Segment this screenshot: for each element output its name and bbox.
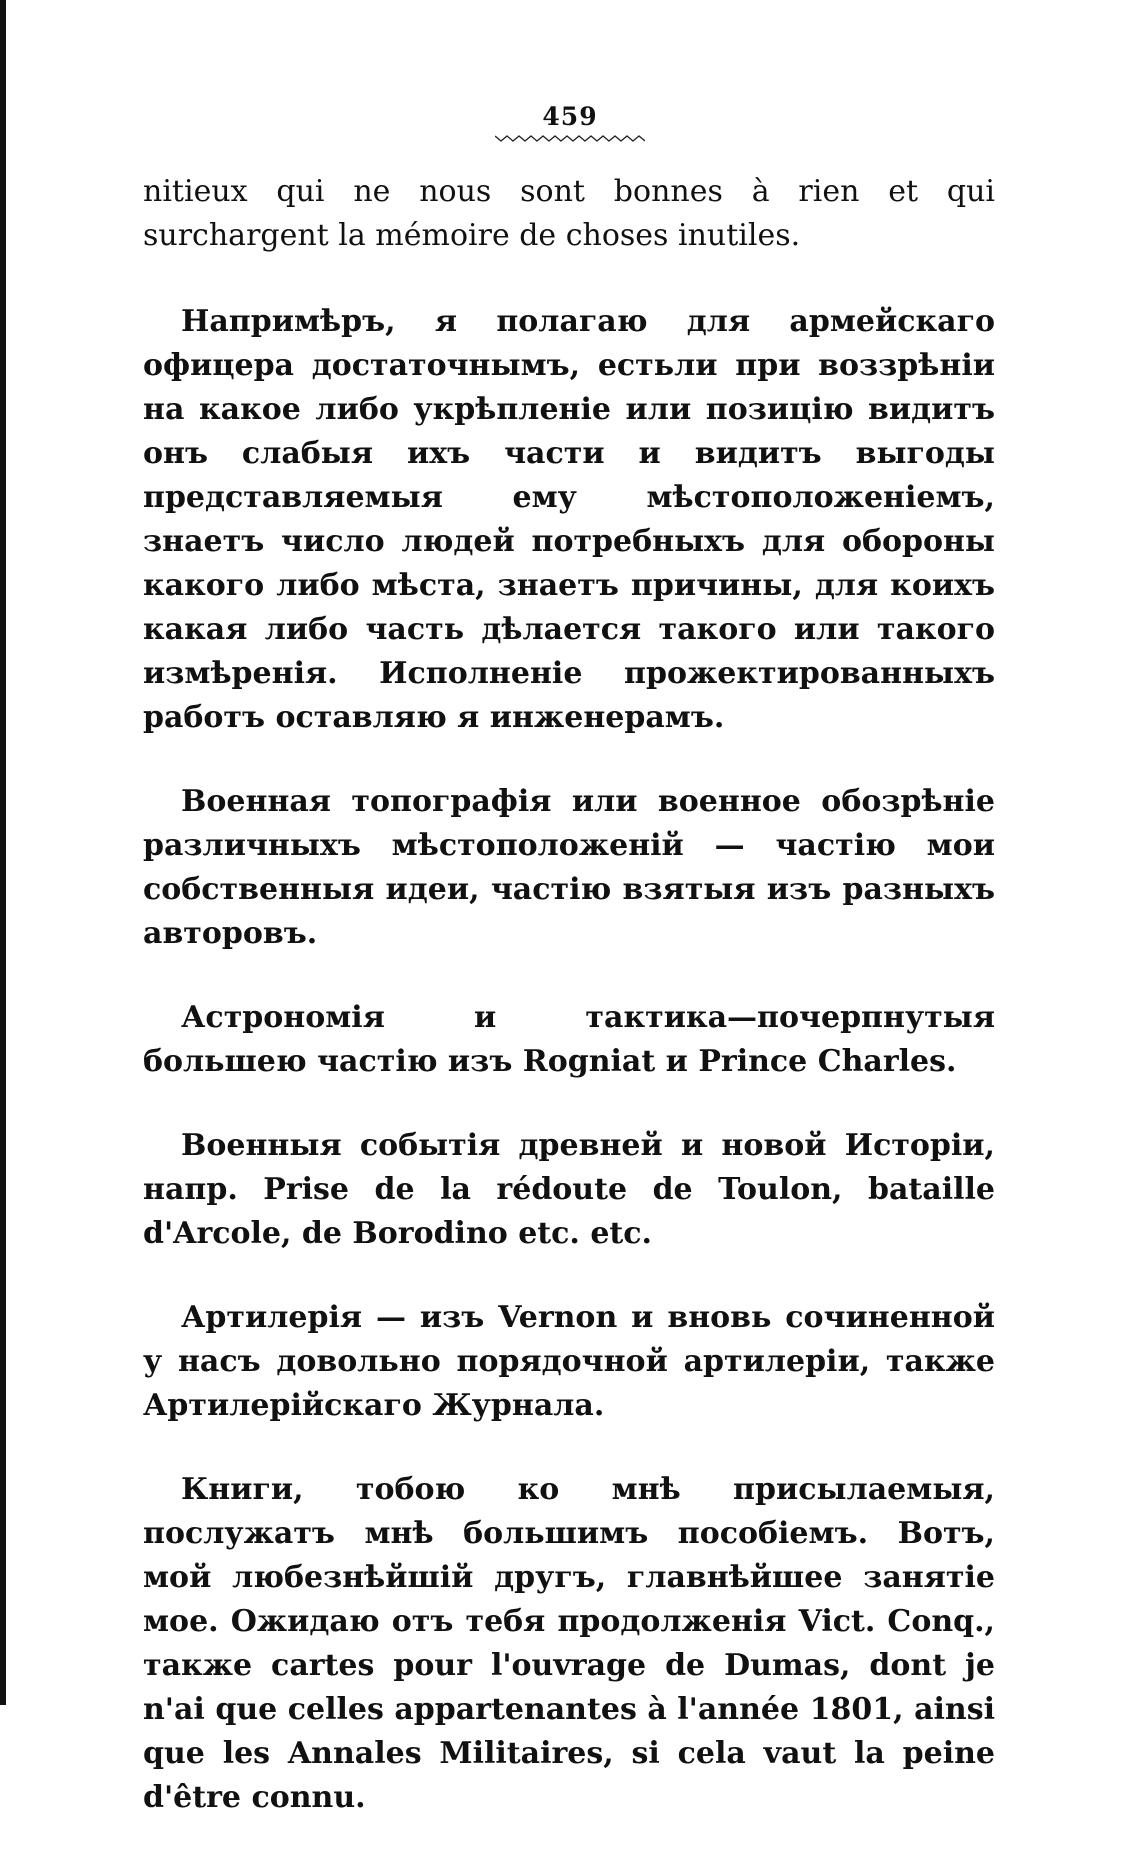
page-number-ornament — [495, 133, 645, 143]
paragraph-officer-knowledge: Напримѣръ, я полагаю для армейскаго офицера достаточнымъ, естьли при воззрѣніи на какое либо укрѣпленіе или позицію видитъ онъ слабыя ихъ части и видитъ выгоды представляемыя ему мѣстоположеніемъ, знаетъ число людей потребныхъ для обороны какого либо мѣста, знаетъ причины, для коихъ какая либо часть дѣлается такого или такого измѣренія. Исполненіе прожектированныхъ работъ оставляю я инженерамъ. — [143, 304, 995, 735]
page-number: 459 — [542, 102, 598, 131]
paragraph-military-topography: Военная топографія или военное обозрѣніе различныхъ мѣстоположеній — частію мои собственныя идеи, частію взятыя изъ разныхъ авторовъ. — [143, 784, 995, 951]
paragraph-military-history: Военныя событія древней и новой Исторіи, напр. Prise de la rédoute de Toulon, bataille d'Arcole, de Borodino etc. etc. — [143, 1128, 995, 1251]
page-binding-edge — [0, 0, 6, 1705]
paragraph-astronomy-tactics: Астрономія и тактика—почерпнутыя большею частію изъ Rogniat и Prince Charles. — [143, 1000, 995, 1079]
body-text — [143, 170, 995, 1860]
paragraph-books: Книги, тобою ко мнѣ присылаемыя, послужатъ мнѣ большимъ пособіемъ. Вотъ, мой любезнѣйшій другъ, главнѣйшее занятіе мое. Ожидаю отъ тебя продолженія Vict. Conq., также cartes pour l'ouvrage de Dumas, dont je n'ai que celles appartenantes à l'année 1801, ainsi que les Annales Militaires, si cela vaut la peine d'être connu. — [143, 1472, 995, 1815]
paragraph-continuation: nitieux qui ne nous sont bonnes à rien et qui surchargent la mémoire de choses inutiles. — [143, 174, 995, 253]
paragraph-artillery: Артилерія — изъ Vernon и вновь сочиненной у насъ довольно порядочной артилеріи, также Артилерійскаго Журнала. — [143, 1300, 995, 1423]
